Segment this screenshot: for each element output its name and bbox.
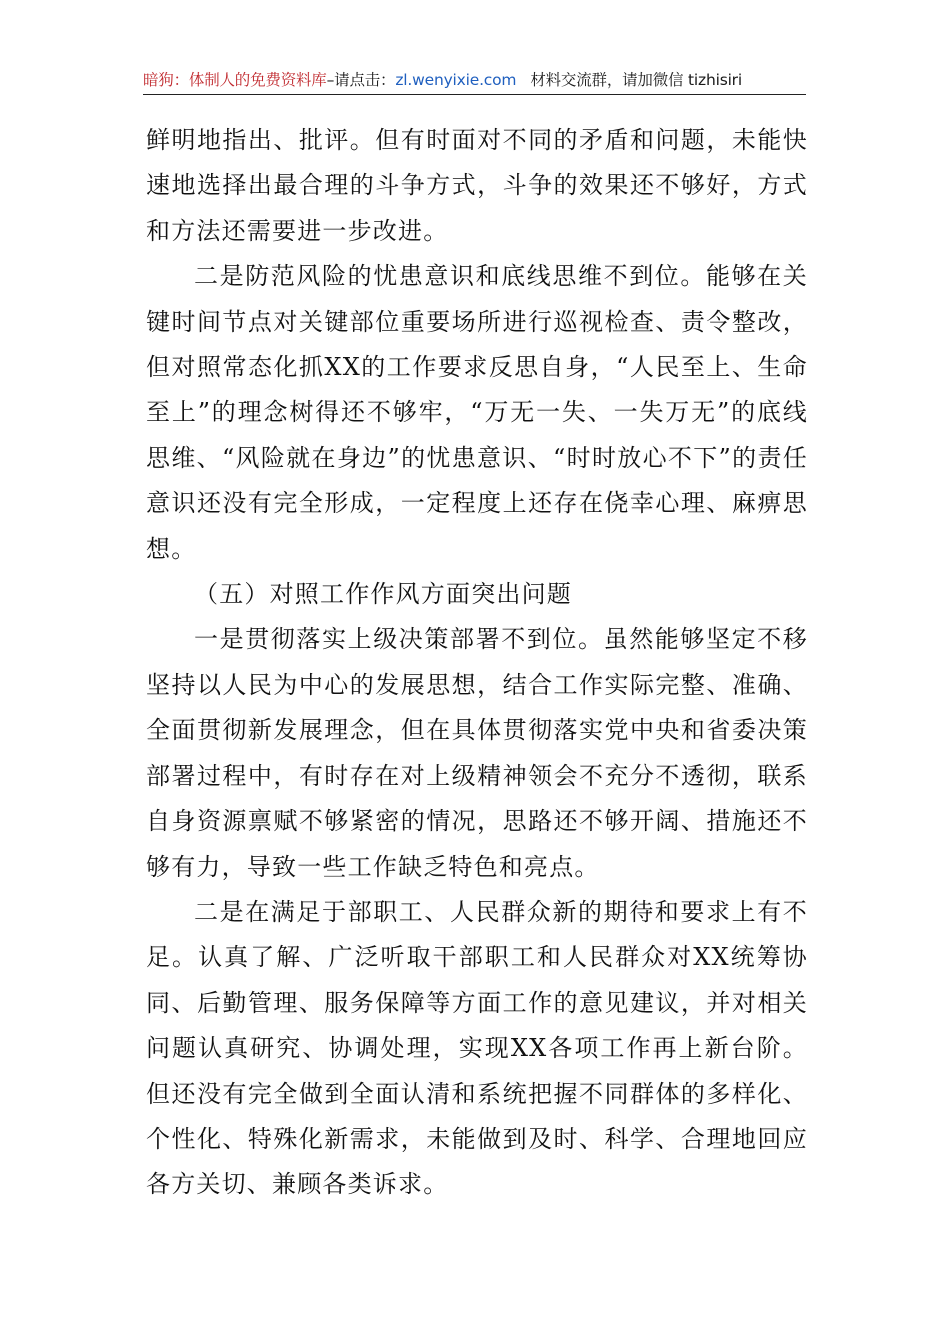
paragraph-expectations: 二是在满足于部职工、人民群众新的期待和要求上有不足。认真了解、广泛听取干部职工和人民群众对XX统筹协同、后勤管理、服务保障等方面工作的意见建议，并对相关问题认真研究、协调处理，实现XX各项工作再上新台阶。但还没有完全做到全面认清和系统把握不同群体的多样化、个性化、特殊化新需求，未能做到及时、科学、合理地回应各方关切、兼顾各类诉求。 xyxy=(146,897,808,1199)
paragraph-implementation: 一是贯彻落实上级决策部署不到位。虽然能够坚定不移坚持以人民为中心的发展思想，结合工作实际完整、准确、全面贯彻新发展理念，但在具体贯彻落实党中央和省委决策部署过程中，有时存在对上级精神领会不充分不透彻，联系自身资源禀赋不够紧密的情况，思路还不够开阔、措施还不够有力，导致一些工作缺乏特色和亮点。 xyxy=(146,625,808,881)
document-body xyxy=(146,118,808,1208)
header-group-text: 材料交流群，请加微信 tizhisiri xyxy=(530,71,742,89)
header-link-prefix: –请点击： xyxy=(326,71,396,89)
paragraph-risk-awareness: 二是防范风险的忧患意识和底线思维不到位。能够在关键时间节点对关键部位重要场所进行巡视检查、责令整改，但对照常态化抓XX的工作要求反思自身，“人民至上、生命至上”的理念树得还不够牢，“万无一失、一失万无”的底线思维、“风险就在身边”的忧患意识、“时时放心不下”的责任意识还没有完全形成，一定程度上还存在侥幸心理、麻痹思想。 xyxy=(146,262,808,563)
section-heading: （五）对照工作作风方面突出问题 xyxy=(194,580,572,609)
header-divider xyxy=(143,94,806,95)
page-header xyxy=(143,66,806,94)
header-brand: 暗狗：体制人的免费资料库 xyxy=(143,71,327,89)
paragraph-continuation: 鲜明地指出、批评。但有时面对不同的矛盾和问题，未能快速地选择出最合理的斗争方式，斗争的效果还不够好，方式和方法还需要进一步改进。 xyxy=(146,126,808,245)
header-url-link[interactable]: zl.wenyixie.com xyxy=(395,71,517,89)
